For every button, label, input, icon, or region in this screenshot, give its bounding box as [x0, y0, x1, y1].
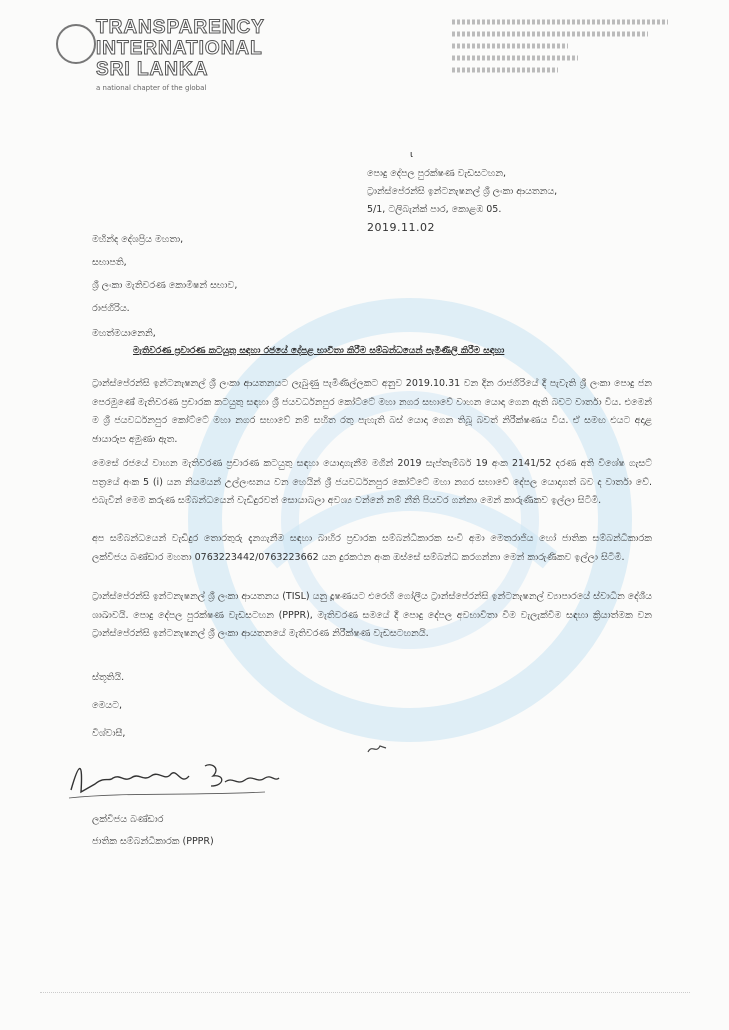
paragraph-1: ට්‍රාන්ස්පේරන්සි ඉන්ටනැෂනල් ශ්‍රී ලංකා ආයතනයට ලැබුණු පැමිණිල්ලකට අනුව 2019.10.31 වන දින රාජගිරියේ දී පැවැති ශ්‍රී ලංකා පොදු ජන පෙරමුණේ මැතිවරණ ප්‍රචාරක කටයුතු සඳහා ශ්‍රී ජයවර්ධනපුර කෝට්ටේ මහා නගර සභාවේ වාහන යොදා ගෙන ඇති බවට වාර්තා විය. එමෙන් ම ශ්‍රී ජයවර්ධනපුර කෝට්ටේ මහා නගර සභාවේ නම් සහිත රතු පැහැති බස් යොදා ගෙන තිබූ බවත් නිරීක්ෂණය විය. ඒ සමඟ එයට අදාළ ඡායාරූප අමුණා ඇත.	[92, 378, 652, 445]
sender-line-3: 5/1, ටලිබැන්ක් පාර, කොළඹ 05.	[367, 204, 502, 215]
logo-tagline: a national chapter of the global	[96, 84, 207, 92]
logo-line-1: TRANSPARENCY	[96, 17, 265, 38]
contact-lines-graphic	[448, 16, 688, 82]
signatory-title: ජාතික සම්බන්ධීකාරක (PPPR)	[92, 836, 214, 847]
sender-line-2: ට්‍රාන්ස්පේරන්සි ඉන්ටනැෂනල් ශ්‍රී ලංකා ආයතනය,	[367, 186, 558, 197]
footer-scan-noise	[40, 992, 690, 1007]
logo-line-2: INTERNATIONAL	[96, 38, 263, 59]
subject-line: මැතිවරණ ප්‍රචාරණ කටයුතු සඳහා රජයේ දේපළ භාවිතා කිරීම සම්බන්ධයෙන් පැමිණිලි කිරීම සඳහා	[133, 346, 505, 356]
recipient-address	[92, 228, 237, 320]
organization-logo	[56, 18, 296, 92]
logo-line-3: SRI LANKA	[96, 59, 209, 80]
closing-yours: මෙයට,	[92, 700, 122, 711]
closing-faithfully: විශ්වාසී,	[92, 728, 126, 739]
ink-mark: ɩ	[410, 150, 414, 160]
letterhead-contact-block	[448, 16, 688, 86]
recipient-line-1: මහින්ද දේශප්‍රිය මහතා,	[92, 234, 184, 245]
watermark-emblem	[150, 260, 670, 780]
signatory-name: ලක්විජය බණ්ඩාර	[92, 814, 164, 825]
sender-address	[367, 165, 557, 237]
pen-flourish	[366, 742, 388, 756]
recipient-line-2: සභාපති,	[92, 257, 127, 268]
paragraph-2: මෙසේ රජයේ වාහන මැතිවරණ ප්‍රචාරණ කටයුතු සඳහා යොදාගැනීම මගින් 2019 සැප්තැම්බර් 19 අංක 2141/52 දරණ අති විශේෂ ගැසට් පත්‍රයේ අංක 5 (i) යන නියමයන් උල්ලංඝනය වන හෙයින් ශ්‍රී ජයවර්ධනපුර කෝට්ටේ මහා නගර සභාවේ දේපල යොදාගත් බව ද වාර්තා වේ. එබැවින් මෙම කරුණ සම්බන්ධයෙන් වැඩිදුරවත් සොයාබලා අවශ්‍ය වන්නේ නම් නීති පියවර ගන්නා මෙන් කාරුණිකව ඉල්ලා සිටිමි.	[92, 458, 652, 506]
globe-icon	[56, 24, 96, 64]
recipient-line-4: රාජගිරිය.	[92, 303, 130, 314]
letter-date: 2019.11.02	[367, 221, 435, 234]
handwritten-signature	[65, 752, 285, 802]
sender-line-1: පොදු දේපල පුරක්ෂණ වැඩසටහන,	[367, 168, 507, 179]
paragraph-3: අප සම්බන්ධයෙන් වැඩිදුර තොරතුරු දැනගැනීම සඳහා බාහිර ප්‍රචාරක සම්බන්ධීකාරක සංවි අමා මෙතරාජිය හෝ ජාතික සම්බන්ධීකාරක ලක්විජය බණ්ඩාර මහතා 0763223442/0763223662 යන දුරකථන අංක ඔස්සේ සම්බන්ධ කරගන්නා මෙන් කාරුණිකව ඉල්ලා සිටිමි.	[92, 533, 652, 563]
paragraph-4: ට්‍රාන්ස්පේරන්සි ඉන්ටනැෂනල් ශ්‍රී ලංකා ආයතනය (TISL) යනු දූෂණයට එරෙහි ගෝලීය ට්‍රාන්ස්පේරන්සි ඉන්ටනැෂනල් ව්‍යාපාරයේ ස්වාධීන දේශීය ශාඛාවයි. පොදු දේපල පුරක්ෂණ වැඩසටහන (PPPR), මැතිවරණ සමයේ දී පොදු දේපල අවභාවිතා වීම වැලැක්වීම සඳහා ක්‍රියාත්මක වන ට්‍රාන්ස්පේරන්සි ඉන්ටනැෂනල් ශ්‍රී ලංකා ආයතනයේ මැතිවරණ නිරීක්ෂණ වැඩසටහනයි.	[92, 591, 652, 639]
salutation: මහත්මයානෙනි,	[92, 328, 156, 339]
recipient-line-3: ශ්‍රී ලංකා මැතිවරණ කොමිෂන් සභාව,	[92, 280, 238, 291]
closing-thanks: ස්තූතියි.	[92, 672, 125, 683]
